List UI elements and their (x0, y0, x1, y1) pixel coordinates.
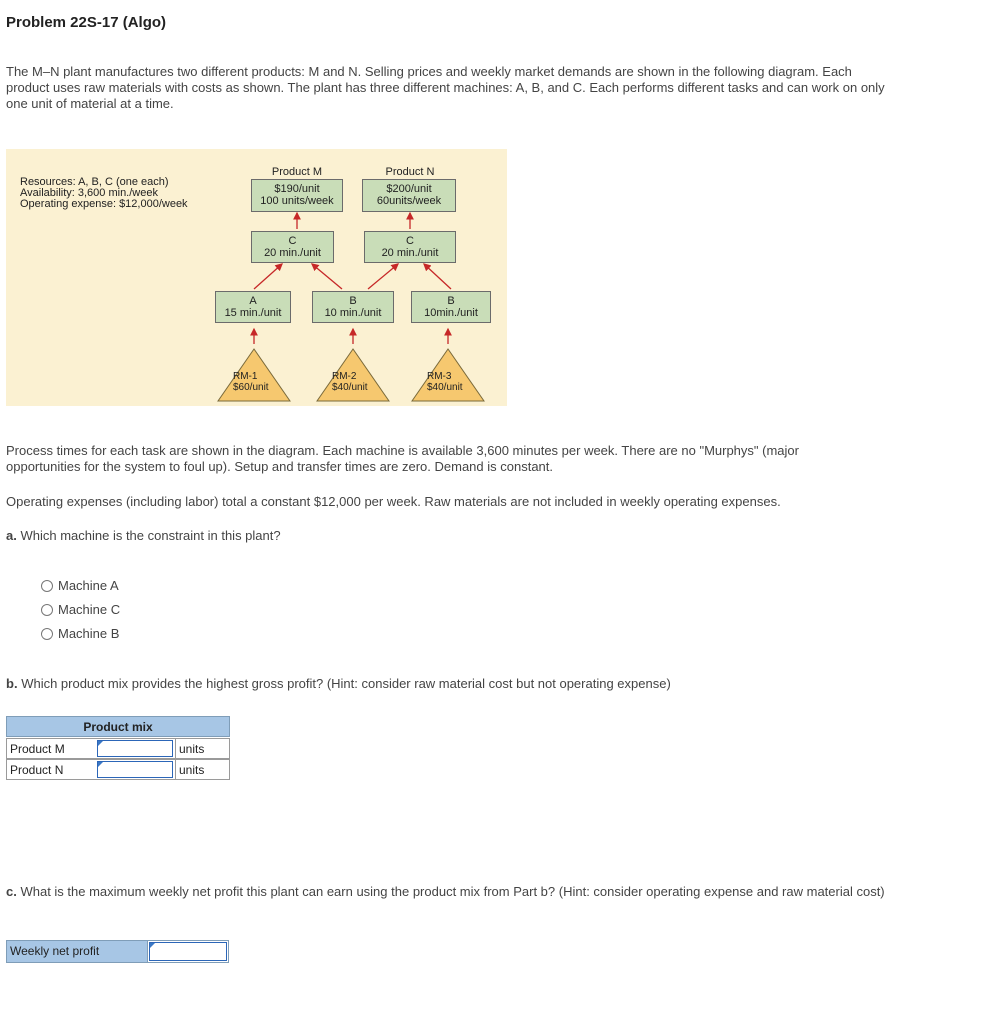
task-a (215, 291, 291, 323)
resources-line: Resources: A, B, C (one each) (20, 176, 169, 188)
column-divider (175, 760, 176, 779)
answer-flag-icon (98, 741, 103, 746)
product-n-box (362, 179, 456, 212)
question-a (6, 528, 281, 544)
row-unit: units (179, 742, 205, 756)
task-time: 10 min./unit (324, 307, 382, 319)
process-times-text: Process times for each task are shown in the diagram. Each machine is available 3,600 minutes per week. There are no "Murphys" (major opportunities for the system to foul up). Setup and transfer times are zero. Demand is constant. (6, 443, 799, 474)
arrow-bmid-to-cm (312, 264, 342, 289)
rm-cost: $40/unit (332, 382, 368, 393)
question-b-label: b. (6, 676, 18, 691)
option-machine-c[interactable] (41, 602, 120, 617)
rm1-label (233, 371, 269, 393)
rm-name: RM-3 (427, 371, 452, 382)
product-m-box (251, 179, 343, 212)
question-b (6, 676, 671, 692)
rm3-label (427, 371, 463, 393)
option-label: Machine A (58, 578, 119, 593)
task-time: 20 min./unit (381, 247, 439, 259)
task-machine: A (249, 295, 257, 307)
question-a-label: a. (6, 528, 17, 543)
product-m-demand: 100 units/week (260, 195, 334, 207)
answer-flag-icon (150, 943, 155, 948)
arrow-a-to-cm (254, 264, 282, 289)
radio-button[interactable] (41, 628, 53, 640)
process-diagram (6, 149, 507, 406)
task-machine: B (349, 295, 357, 307)
question-b-text: Which product mix provides the highest gross profit? (Hint: consider raw material cost but not operating expense) (21, 676, 671, 691)
arrow-bmid-to-cn (368, 264, 398, 289)
rm-cost: $60/unit (233, 382, 269, 393)
product-mix-row-n (6, 759, 230, 780)
answer-flag-icon (98, 762, 103, 767)
rm-name: RM-1 (233, 371, 258, 382)
weekly-net-profit-field[interactable] (149, 942, 227, 961)
rm-name: RM-2 (332, 371, 357, 382)
task-time: 20 min./unit (264, 247, 321, 259)
radio-button[interactable] (41, 604, 53, 616)
problem-title: Problem 22S-17 (Algo) (6, 14, 167, 31)
product-n-title: Product N (385, 166, 435, 178)
option-machine-b[interactable] (41, 626, 119, 641)
product-mix-row-m (6, 738, 230, 759)
row-unit: units (179, 763, 205, 777)
task-b-right (411, 291, 491, 323)
availability-line: Availability: 3,600 min./week (20, 187, 158, 199)
task-time: 15 min./unit (224, 307, 282, 319)
option-label: Machine B (58, 626, 120, 641)
arrow-bright-to-cn (424, 264, 451, 289)
task-c-product-m (251, 231, 334, 263)
task-time: 10min./unit (424, 307, 478, 319)
question-c (6, 884, 886, 900)
product-mix-header: Product mix (6, 716, 230, 737)
product-n-demand: 60units/week (376, 195, 442, 207)
question-c-text: What is the maximum weekly net profit this plant can earn using the product mix from Part b? (Hint: consider operating expense and raw material cost) (20, 884, 885, 899)
radio-button[interactable] (41, 580, 53, 592)
product-m-price: $190/unit (274, 183, 320, 195)
operating-expense-text: Operating expenses (including labor) total a constant $12,000 per week. Raw materials are not included in weekly operating expenses. (6, 494, 781, 509)
task-b-middle (312, 291, 394, 323)
rm-cost: $40/unit (427, 382, 463, 393)
task-machine: B (447, 295, 455, 307)
task-machine: C (406, 235, 414, 247)
task-c-product-n (364, 231, 456, 263)
product-m-title: Product M (271, 166, 323, 178)
column-divider (175, 739, 176, 758)
option-label: Machine C (58, 602, 121, 617)
task-machine: C (288, 235, 297, 247)
rm2-label (332, 371, 368, 393)
row-label: Product M (10, 742, 65, 756)
problem-intro: The M–N plant manufactures two different products: M and N. Selling prices and weekly market demands are shown in the following diagram. Each product uses raw materials with costs as shown. The plant has three different machines: A, B, and C. Each performs different tasks and can work on only one unit of material at a time. (6, 64, 885, 111)
row-label: Product N (10, 763, 64, 777)
question-a-text: Which machine is the constraint in this plant? (20, 528, 281, 543)
resources-info (20, 177, 188, 210)
operating-expense-line: Operating expense: $12,000/week (20, 198, 188, 210)
product-n-price: $200/unit (386, 183, 432, 195)
weekly-net-profit-input[interactable] (147, 940, 229, 963)
question-c-label: c. (6, 884, 17, 899)
product-n-units-input[interactable] (97, 761, 173, 778)
product-m-units-input[interactable] (97, 740, 173, 757)
weekly-net-profit-label: Weekly net profit (6, 940, 148, 963)
option-machine-a[interactable] (41, 578, 119, 593)
